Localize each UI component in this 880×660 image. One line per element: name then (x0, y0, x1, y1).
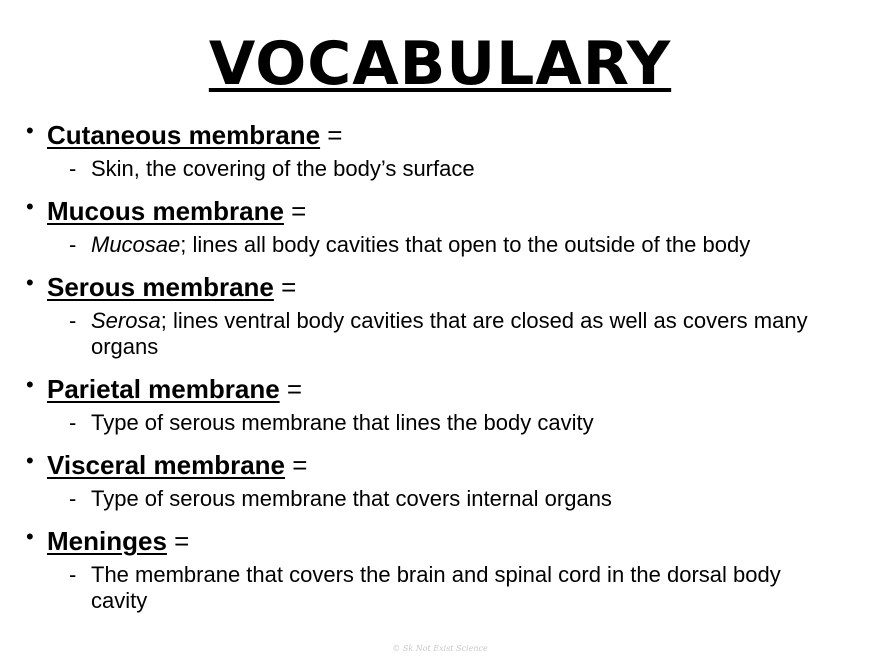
term: Parietal membrane (47, 374, 280, 404)
definition (69, 308, 831, 360)
equals-sign: = (166, 526, 190, 556)
vocab-item-serous (0, 270, 880, 360)
definition-italic: Mucosae (91, 232, 181, 257)
bullet-glyph: • (26, 194, 34, 219)
definition (69, 486, 831, 512)
definition-text: ; lines ventral body cavities that are closed as well as covers many organs (91, 308, 808, 359)
definition (69, 232, 831, 258)
equals-sign: = (273, 272, 297, 302)
bullet-glyph: • (26, 270, 34, 295)
vocab-item-meninges (0, 524, 880, 614)
definition-text: Skin, the covering of the body’s surface (91, 156, 475, 181)
term: Cutaneous membrane (47, 120, 321, 150)
definition (69, 156, 831, 182)
term: Mucous membrane (47, 196, 284, 226)
term-line (47, 524, 880, 558)
term: Serous membrane (47, 272, 274, 302)
bullet-glyph: • (26, 448, 34, 473)
page-title (0, 28, 880, 100)
dash-glyph: - (69, 486, 77, 511)
footer-watermark: © Sk Not Exist Science (392, 644, 488, 653)
term-line (47, 448, 880, 482)
definition-italic: Serosa (91, 308, 161, 333)
term-line (47, 270, 880, 304)
term: Visceral membrane (47, 450, 285, 480)
dash-glyph: - (69, 156, 77, 181)
vocab-item-parietal (0, 372, 880, 436)
definition-text: Type of serous membrane that covers internal organs (91, 486, 612, 511)
definition-text: Type of serous membrane that lines the body cavity (91, 410, 594, 435)
definition-text: The membrane that covers the brain and spinal cord in the dorsal body cavity (91, 562, 781, 613)
vocab-item-cutaneous (0, 118, 880, 182)
term-line (47, 372, 880, 406)
definition (69, 562, 831, 614)
equals-sign: = (283, 196, 307, 226)
bullet-glyph: • (26, 524, 34, 549)
bullet-glyph: • (26, 118, 34, 143)
definition (69, 410, 831, 436)
dash-glyph: - (69, 308, 77, 333)
term-line (47, 118, 880, 152)
vocab-item-mucous (0, 194, 880, 258)
equals-sign: = (285, 450, 308, 480)
dash-glyph: - (69, 410, 77, 435)
term: Meninges (47, 526, 167, 556)
vocabulary-list (0, 118, 880, 614)
dash-glyph: - (69, 562, 77, 587)
equals-sign: = (279, 374, 303, 404)
term-line (47, 194, 880, 228)
dash-glyph: - (69, 232, 77, 257)
bullet-glyph: • (26, 372, 34, 397)
definition-text: ; lines all body cavities that open to the outside of the body (180, 232, 751, 257)
equals-sign: = (320, 120, 343, 150)
vocab-item-visceral (0, 448, 880, 512)
title-text: VOCABULARY (208, 29, 672, 99)
